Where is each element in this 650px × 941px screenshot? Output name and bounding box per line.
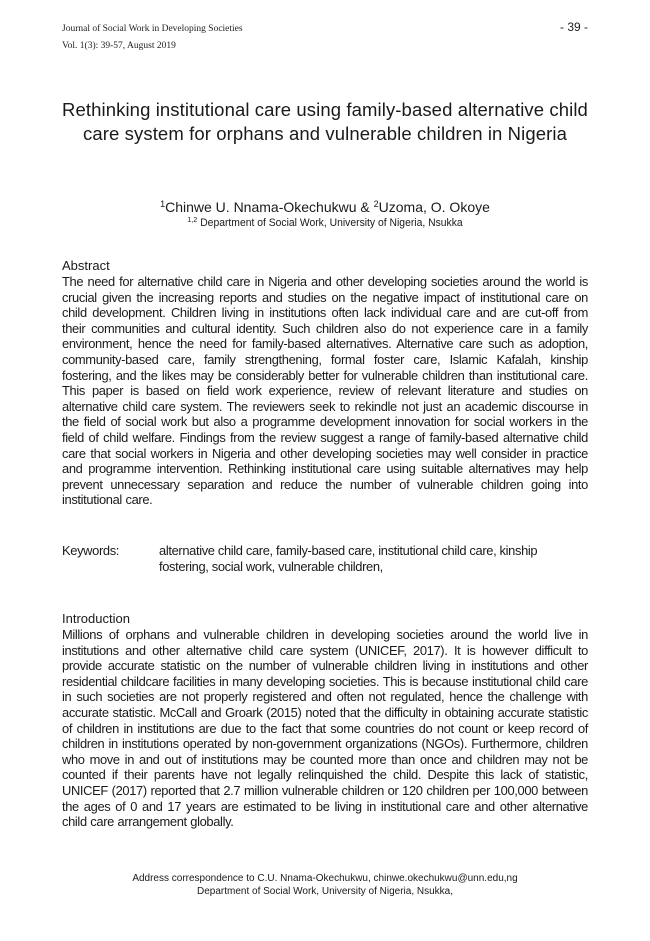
correspondence-address: Address correspondence to C.U. Nnama-Okechukwu, chinwe.okechukwu@unn.edu,ng: [132, 873, 518, 884]
introduction-text: Millions of orphans and vulnerable children in developing societies around the world live in institutions and other alternative child care system (UNICEF, 2017). It is however difficult to provide accurate statistic on the number of vulnerable children living in institutions and other residential childcare facilities in many developing societies. This is because institutional child care in such societies are not properly registered and often not regulated, hence the challenge with accurate statistic. McCall and Groark (2015) noted that the difficulty in obtaining accurate statistic of children in institutions are due to the fact that some countries do not count or keep record of children in institutions operated by non-government organizations (NGOs). Furthermore, children who move in and out of institutions may be counted more than once and children may not be counted if their parents have not legally relinquished the child. Despite this lack of statistic, UNICEF (2017) reported that 2.7 million vulnerable children or 120 children per 100,000 between the ages of 0 and 17 years are estimated to be living in institutional care and other alternative child care arrangement globally.: [62, 627, 588, 830]
author1-superscript: 1: [160, 199, 166, 209]
correspondence-footer: [62, 872, 588, 898]
introduction-heading: Introduction: [62, 611, 130, 626]
volume-info: Vol. 1(3): 39-57, August 2019: [62, 41, 176, 51]
affiliation-text: Department of Social Work, University of Nigeria, Nsukka: [197, 217, 463, 229]
abstract-heading: Abstract: [62, 258, 110, 273]
keywords-list: alternative child care, family-based care, institutional child care, kinship fostering, social work, vulnerable children,: [159, 543, 538, 574]
page-number: - 39 -: [559, 20, 588, 34]
affiliation-superscript: 1,2: [187, 215, 198, 224]
author1-name: Chinwe U. Nnama-Okechukwu: [165, 199, 357, 215]
keywords: [62, 543, 588, 574]
author2-name: Uzoma, O. Okoye: [378, 199, 490, 215]
author-separator: &: [356, 199, 374, 215]
affiliation: [73, 213, 578, 230]
paper-title: Rethinking institutional care using family-based alternative child care system for orphans and vulnerable children in Nigeria: [62, 99, 588, 144]
running-head: [62, 22, 588, 53]
author2-superscript: 2: [373, 199, 379, 209]
journal-name: Journal of Social Work in Developing Societies: [62, 24, 243, 34]
correspondence-department: Department of Social Work, University of Nigeria, Nsukka,: [196, 886, 453, 897]
keywords-label: Keywords:: [62, 543, 120, 558]
abstract-text: The need for alternative child care in Nigeria and other developing societies around the world is crucial given the increasing reports and studies on the negative impact of institutional care on child development. Children living in institutions often lack individual care and are cut-off from their communities and cultural identity. Such children also do not experience care in a family environment, hence the need for family-based alternatives. Alternative care such as adoption, community-based care, family strengthening, formal foster care, Islamic Kafalah, kinship fostering, and the likes may be considerably better for vulnerable children than institutional care. This paper is based on field work experience, review of relevant literature and studies on alternative child care system. The reviewers seek to rekindle not just an academic discourse in the field of social work but also a programme development innovation for social workers in the field of child welfare. Findings from the review suggest a range of family-based alternative child care that social workers in Nigeria and other developing societies may well consider in practice and programme intervention. Rethinking institutional care using suitable alternatives may help prevent unnecessary separation and reduce the number of vulnerable children going into institutional care.: [62, 274, 588, 508]
